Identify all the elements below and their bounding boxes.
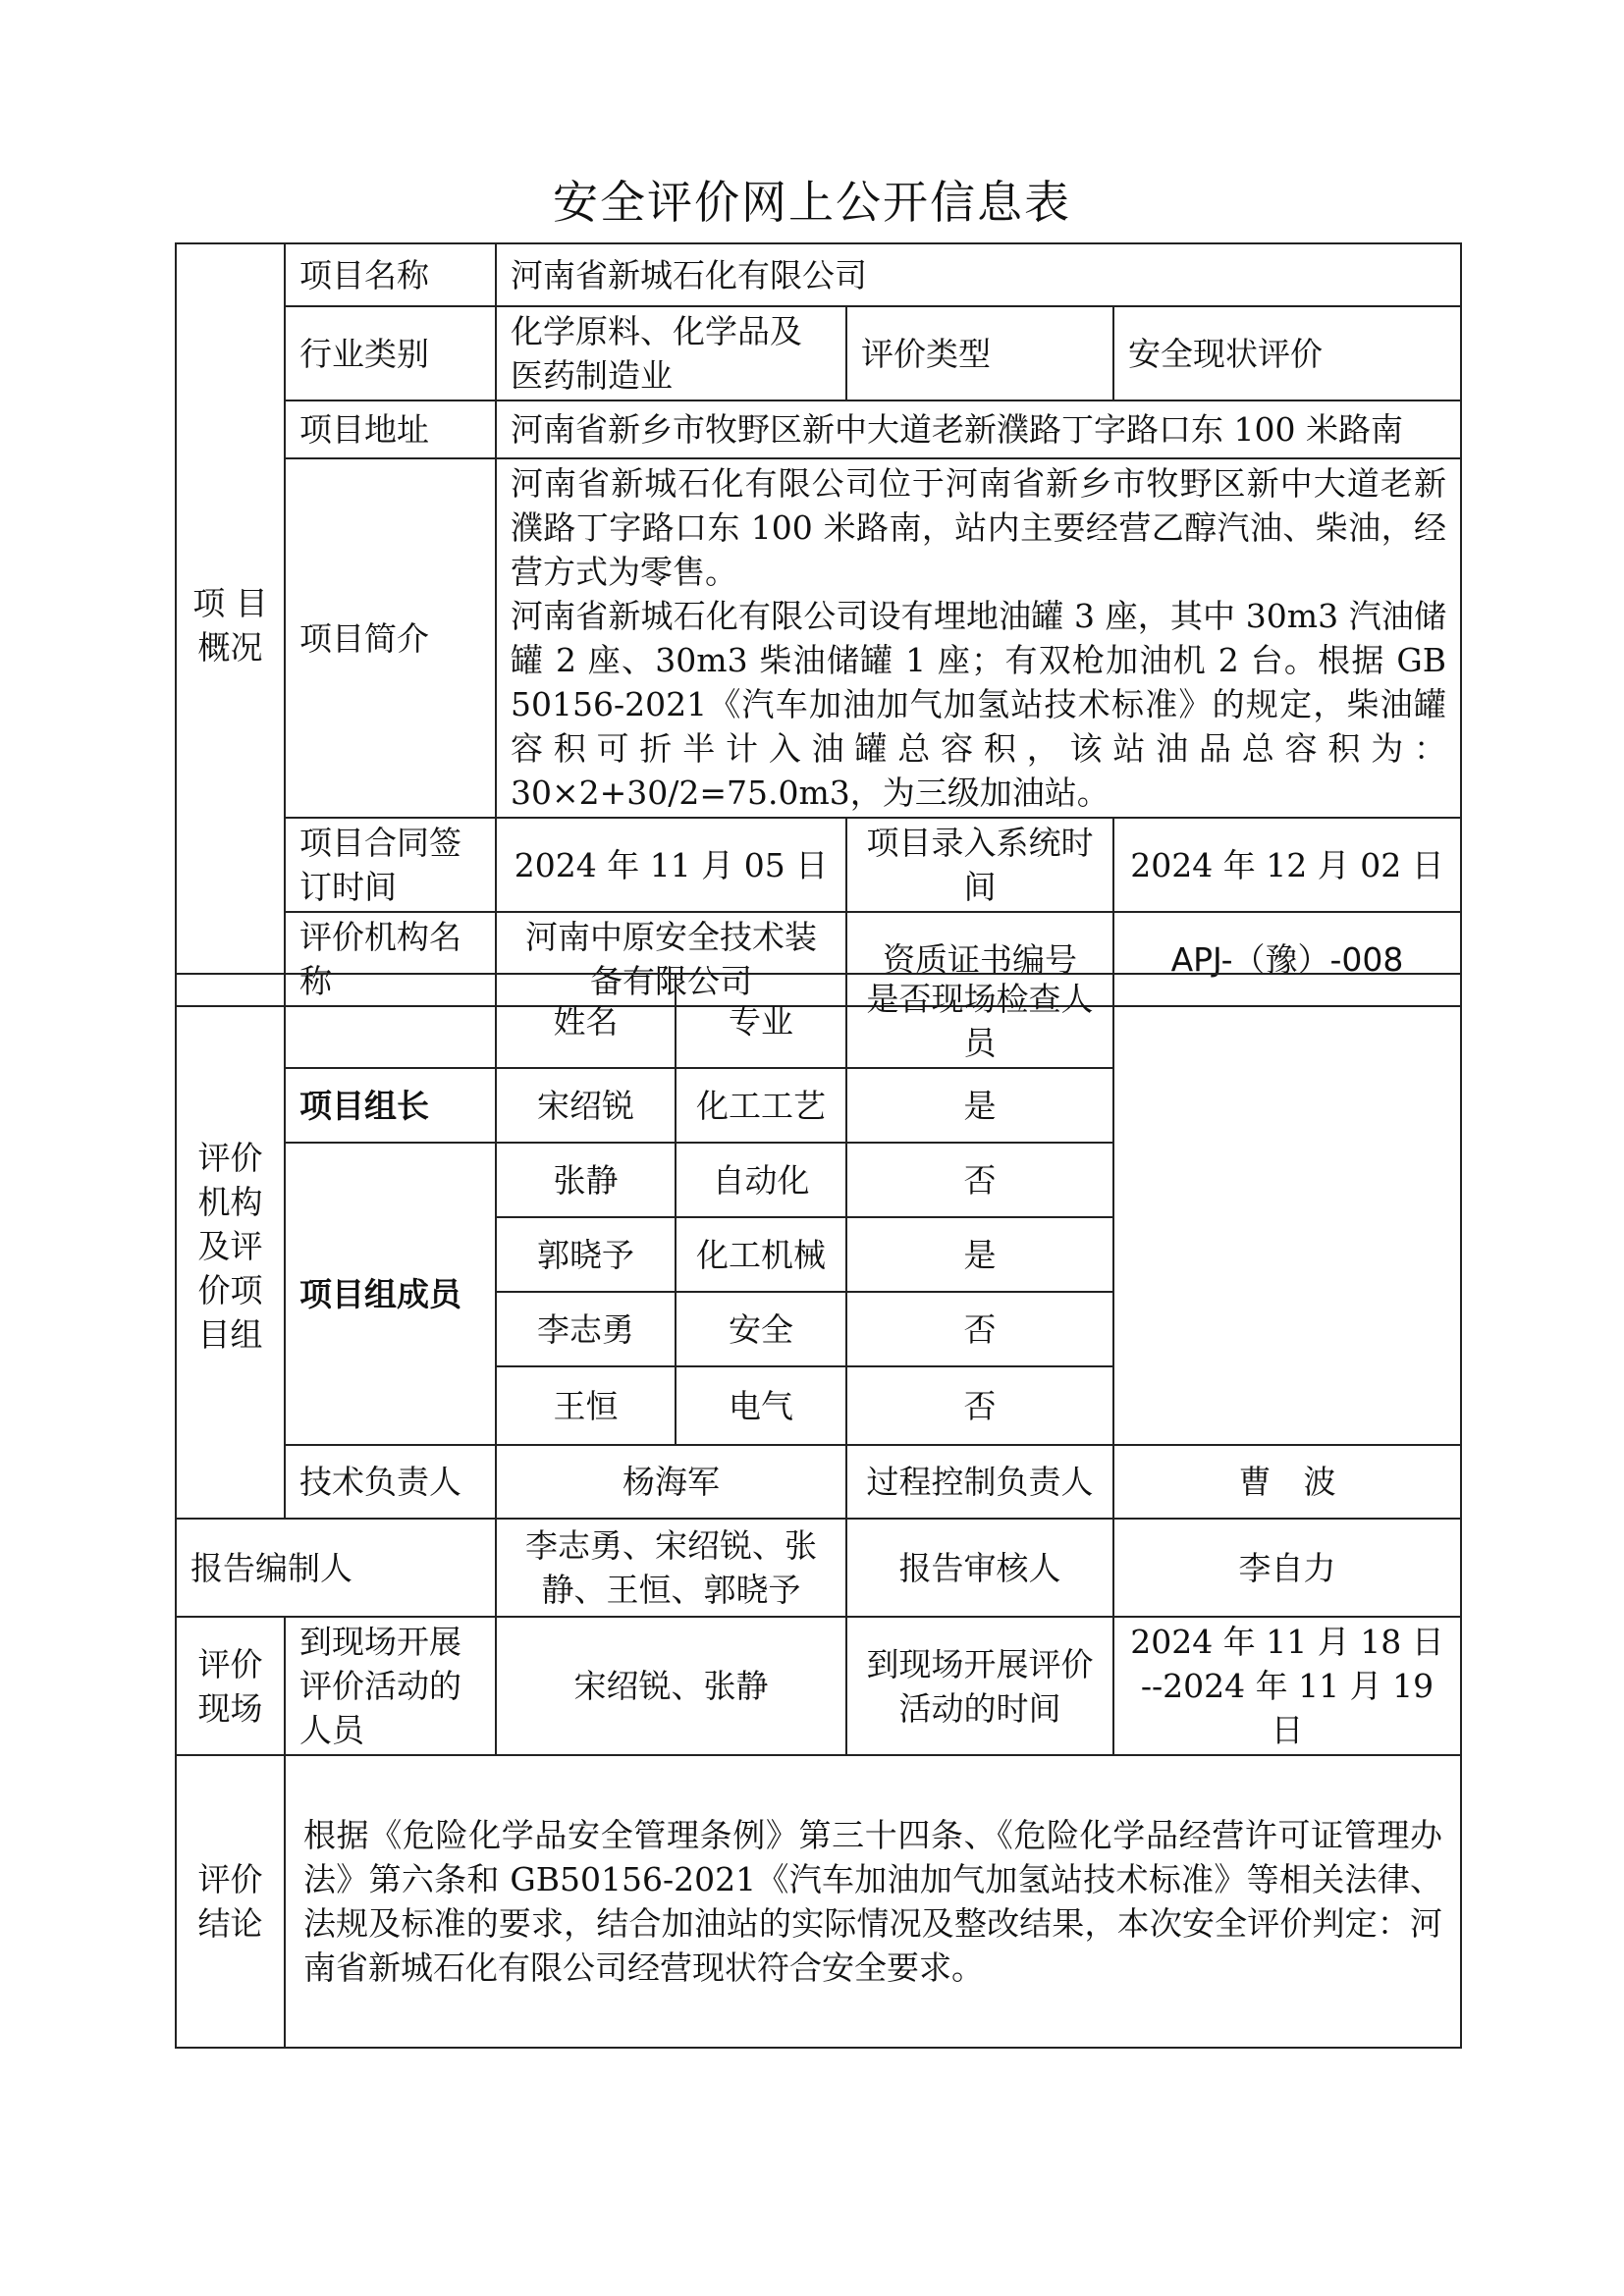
eval-type-value: 安全现状评价: [1113, 306, 1461, 400]
member-onsite: 否: [846, 1292, 1113, 1366]
report-reviewer-value: 李自力: [1113, 1519, 1461, 1617]
tech-lead-value: 杨海军: [496, 1445, 846, 1519]
leader-major: 化工工艺: [676, 1068, 846, 1143]
project-name-value: 河南省新城石化有限公司: [496, 243, 1461, 306]
report-author-value: 李志勇、宋绍锐、张静、王恒、郭晓予: [496, 1519, 846, 1617]
eval-type-label: 评价类型: [846, 306, 1113, 400]
contract-date: 2024 年 11 月 05 日: [496, 818, 846, 912]
info-table: [175, 242, 1462, 1007]
member-name: 郭晓予: [496, 1217, 676, 1292]
section-conclusion-label: 评价 结论: [176, 1755, 285, 2048]
tech-lead-label: 技术负责人: [285, 1445, 496, 1519]
header-blank: [285, 974, 496, 1068]
section-team-label: 评价 机构 及评 价项 目组: [176, 974, 285, 1519]
col-name-header: 姓名: [496, 974, 676, 1068]
member-major: 自动化: [676, 1143, 846, 1217]
org-value: 河南中原安全技术装备有限公司: [496, 912, 846, 1006]
section-overview-label: 项 目 概况: [176, 243, 285, 1006]
intro-label: 项目简介: [285, 458, 496, 818]
site-people-value: 宋绍锐、张静: [496, 1617, 846, 1755]
site-people-label: 到现场开展评价活动的人员: [285, 1617, 496, 1755]
industry-value: 化学原料、化学品及医药制造业: [496, 306, 846, 400]
intro-paragraph-2: 河南省新城石化有限公司设有埋地油罐 3 座，其中 30m3 汽油储罐 2 座、30m3 柴油储罐 1 座；有双枪加油机 2 台。根据 GB 50156-2021《汽车加油加气加氢站技术标准》的规定，柴油罐容积可折半计入油罐总容积，该站油品总容积为：30×2+30/2=75.0m3，为三级加油站。: [511, 597, 1446, 812]
leader-label: 项目组长: [285, 1068, 496, 1143]
process-lead-label: 过程控制负责人: [846, 1445, 1113, 1519]
address-label: 项目地址: [285, 400, 496, 458]
blank-area: [1113, 974, 1461, 1445]
member-major: 安全: [676, 1292, 846, 1366]
industry-label: 行业类别: [285, 306, 496, 400]
page-title: 安全评价网上公开信息表: [553, 176, 1071, 229]
member-name: 李志勇: [496, 1292, 676, 1366]
cert-label: 资质证书编号: [846, 912, 1113, 1006]
intro-value: [496, 458, 1461, 818]
col-onsite-header: 是否现场检查人员: [846, 974, 1113, 1068]
member-major: 电气: [676, 1366, 846, 1445]
conclusion-text: 根据《危险化学品安全管理条例》第三十四条、《危险化学品经营许可证管理办法》第六条和 GB50156-2021《汽车加油加气加氢站技术标准》等相关法律、法规及标准的要求，结合加油站的实际情况及整改结果，本次安全评价判定：河南省新城石化有限公司经营现状符合安全要求。: [285, 1755, 1461, 2048]
col-major-header: 专业: [676, 974, 846, 1068]
leader-name: 宋绍锐: [496, 1068, 676, 1143]
address-value: 河南省新乡市牧野区新中大道老新濮路丁字路口东 100 米路南: [496, 400, 1461, 458]
leader-onsite: 是: [846, 1068, 1113, 1143]
contract-label: 项目合同签订时间: [285, 818, 496, 912]
org-label: 评价机构名称: [285, 912, 496, 1006]
site-time-value: 2024 年 11 月 18 日 --2024 年 11 月 19 日: [1113, 1617, 1461, 1755]
report-reviewer-label: 报告审核人: [846, 1519, 1113, 1617]
member-name: 王恒: [496, 1366, 676, 1445]
member-major: 化工机械: [676, 1217, 846, 1292]
team-table: [175, 973, 1462, 2049]
member-onsite: 是: [846, 1217, 1113, 1292]
member-name: 张静: [496, 1143, 676, 1217]
members-label: 项目组成员: [285, 1143, 496, 1445]
entry-label: 项目录入系统时间: [846, 818, 1113, 912]
site-time-label: 到现场开展评价活动的时间: [846, 1617, 1113, 1755]
process-lead-value: 曹 波: [1113, 1445, 1461, 1519]
section-site-label: 评价 现场: [176, 1617, 285, 1755]
intro-paragraph-1: 河南省新城石化有限公司位于河南省新乡市牧野区新中大道老新濮路丁字路口东 100 米路南，站内主要经营乙醇汽油、柴油，经营方式为零售。: [511, 464, 1446, 591]
member-onsite: 否: [846, 1143, 1113, 1217]
report-author-label: 报告编制人: [176, 1519, 496, 1617]
entry-date: 2024 年 12 月 02 日: [1113, 818, 1461, 912]
project-name-label: 项目名称: [285, 243, 496, 306]
cert-value: APJ-（豫）-008: [1113, 912, 1461, 1006]
member-onsite: 否: [846, 1366, 1113, 1445]
